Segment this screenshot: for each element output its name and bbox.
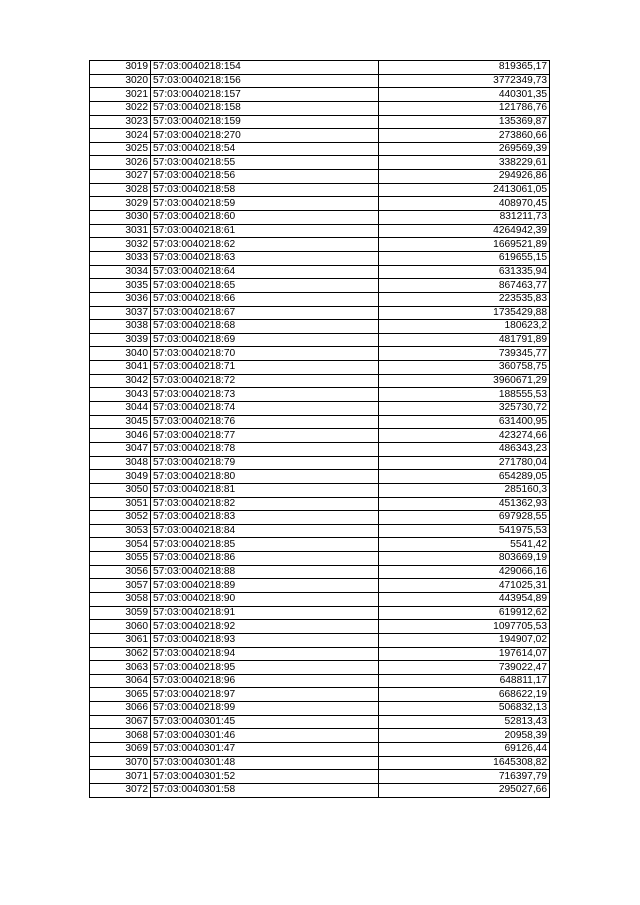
cadastral-number-cell: 57:03:0040218:76 xyxy=(151,415,379,429)
cadastral-value-cell: 831211,73 xyxy=(379,211,550,225)
table-row xyxy=(90,265,550,279)
cadastral-value-cell: 443954,89 xyxy=(379,592,550,606)
row-number-cell: 3047 xyxy=(90,442,151,456)
table-row xyxy=(90,456,550,470)
cadastral-value-cell: 486343,23 xyxy=(379,442,550,456)
table-row xyxy=(90,374,550,388)
cadastral-value-cell: 135369,87 xyxy=(379,115,550,129)
cadastral-number-cell: 57:03:0040218:61 xyxy=(151,224,379,238)
cadastral-value-cell: 194907,02 xyxy=(379,633,550,647)
cadastral-value-cell: 619912,62 xyxy=(379,606,550,620)
cadastral-number-cell: 57:03:0040218:95 xyxy=(151,661,379,675)
row-number-cell: 3019 xyxy=(90,61,151,75)
cadastral-value-table xyxy=(89,60,550,798)
cadastral-number-cell: 57:03:0040218:80 xyxy=(151,470,379,484)
cadastral-number-cell: 57:03:0040301:58 xyxy=(151,783,379,797)
cadastral-value-cell: 408970,45 xyxy=(379,197,550,211)
table-row xyxy=(90,661,550,675)
cadastral-value-cell: 867463,77 xyxy=(379,279,550,293)
cadastral-number-cell: 57:03:0040218:77 xyxy=(151,429,379,443)
cadastral-number-cell: 57:03:0040218:65 xyxy=(151,279,379,293)
table-row xyxy=(90,470,550,484)
row-number-cell: 3040 xyxy=(90,347,151,361)
row-number-cell: 3053 xyxy=(90,524,151,538)
row-number-cell: 3028 xyxy=(90,183,151,197)
row-number-cell: 3063 xyxy=(90,661,151,675)
cadastral-number-cell: 57:03:0040218:89 xyxy=(151,579,379,593)
table-row xyxy=(90,388,550,402)
row-number-cell: 3023 xyxy=(90,115,151,129)
cadastral-number-cell: 57:03:0040218:79 xyxy=(151,456,379,470)
row-number-cell: 3031 xyxy=(90,224,151,238)
table-row xyxy=(90,783,550,797)
table-row xyxy=(90,183,550,197)
cadastral-value-cell: 273860,66 xyxy=(379,129,550,143)
cadastral-value-cell: 739022,47 xyxy=(379,661,550,675)
table-row xyxy=(90,279,550,293)
row-number-cell: 3030 xyxy=(90,211,151,225)
row-number-cell: 3037 xyxy=(90,306,151,320)
cadastral-value-cell: 223535,83 xyxy=(379,292,550,306)
table-row xyxy=(90,756,550,770)
table-row xyxy=(90,524,550,538)
row-number-cell: 3057 xyxy=(90,579,151,593)
cadastral-value-cell: 1097705,53 xyxy=(379,620,550,634)
table-row xyxy=(90,333,550,347)
cadastral-number-cell: 57:03:0040218:69 xyxy=(151,333,379,347)
row-number-cell: 3059 xyxy=(90,606,151,620)
table-row xyxy=(90,552,550,566)
table-row xyxy=(90,606,550,620)
table-row xyxy=(90,129,550,143)
row-number-cell: 3034 xyxy=(90,265,151,279)
table-row xyxy=(90,402,550,416)
cadastral-number-cell: 57:03:0040218:84 xyxy=(151,524,379,538)
row-number-cell: 3065 xyxy=(90,688,151,702)
cadastral-number-cell: 57:03:0040301:52 xyxy=(151,770,379,784)
cadastral-value-cell: 631400,95 xyxy=(379,415,550,429)
cadastral-value-cell: 188555,53 xyxy=(379,388,550,402)
row-number-cell: 3043 xyxy=(90,388,151,402)
cadastral-value-cell: 819365,17 xyxy=(379,61,550,75)
table-row xyxy=(90,688,550,702)
table-row xyxy=(90,74,550,88)
table-row xyxy=(90,238,550,252)
row-number-cell: 3071 xyxy=(90,770,151,784)
cadastral-value-cell: 121786,76 xyxy=(379,101,550,115)
cadastral-number-cell: 57:03:0040218:81 xyxy=(151,483,379,497)
row-number-cell: 3020 xyxy=(90,74,151,88)
table-row xyxy=(90,579,550,593)
cadastral-number-cell: 57:03:0040218:58 xyxy=(151,183,379,197)
row-number-cell: 3050 xyxy=(90,483,151,497)
table-row xyxy=(90,251,550,265)
cadastral-value-cell: 180623,2 xyxy=(379,320,550,334)
cadastral-value-cell: 506832,13 xyxy=(379,702,550,716)
row-number-cell: 3029 xyxy=(90,197,151,211)
table-row xyxy=(90,565,550,579)
table-row xyxy=(90,197,550,211)
row-number-cell: 3052 xyxy=(90,511,151,525)
table-row xyxy=(90,511,550,525)
table-row xyxy=(90,442,550,456)
cadastral-value-cell: 69126,44 xyxy=(379,743,550,757)
row-number-cell: 3041 xyxy=(90,361,151,375)
cadastral-value-cell: 1735429,88 xyxy=(379,306,550,320)
table-row xyxy=(90,429,550,443)
cadastral-number-cell: 57:03:0040218:86 xyxy=(151,552,379,566)
cadastral-number-cell: 57:03:0040218:56 xyxy=(151,170,379,184)
cadastral-value-cell: 471025,31 xyxy=(379,579,550,593)
cadastral-value-cell: 619655,15 xyxy=(379,251,550,265)
table-row xyxy=(90,156,550,170)
table-row xyxy=(90,702,550,716)
row-number-cell: 3048 xyxy=(90,456,151,470)
table-row xyxy=(90,142,550,156)
cadastral-value-cell: 739345,77 xyxy=(379,347,550,361)
cadastral-number-cell: 57:03:0040218:72 xyxy=(151,374,379,388)
row-number-cell: 3056 xyxy=(90,565,151,579)
cadastral-number-cell: 57:03:0040218:64 xyxy=(151,265,379,279)
table-row xyxy=(90,674,550,688)
row-number-cell: 3025 xyxy=(90,142,151,156)
cadastral-number-cell: 57:03:0040301:48 xyxy=(151,756,379,770)
table-row xyxy=(90,497,550,511)
row-number-cell: 3024 xyxy=(90,129,151,143)
row-number-cell: 3046 xyxy=(90,429,151,443)
row-number-cell: 3049 xyxy=(90,470,151,484)
row-number-cell: 3042 xyxy=(90,374,151,388)
table-row xyxy=(90,592,550,606)
row-number-cell: 3032 xyxy=(90,238,151,252)
cadastral-number-cell: 57:03:0040218:156 xyxy=(151,74,379,88)
row-number-cell: 3044 xyxy=(90,402,151,416)
cadastral-value-cell: 440301,35 xyxy=(379,88,550,102)
cadastral-value-cell: 338229,61 xyxy=(379,156,550,170)
cadastral-number-cell: 57:03:0040218:74 xyxy=(151,402,379,416)
table-row xyxy=(90,743,550,757)
row-number-cell: 3026 xyxy=(90,156,151,170)
row-number-cell: 3069 xyxy=(90,743,151,757)
row-number-cell: 3054 xyxy=(90,538,151,552)
row-number-cell: 3070 xyxy=(90,756,151,770)
cadastral-value-cell: 5541,42 xyxy=(379,538,550,552)
row-number-cell: 3036 xyxy=(90,292,151,306)
cadastral-number-cell: 57:03:0040218:73 xyxy=(151,388,379,402)
row-number-cell: 3027 xyxy=(90,170,151,184)
table-row xyxy=(90,115,550,129)
cadastral-number-cell: 57:03:0040218:55 xyxy=(151,156,379,170)
cadastral-value-cell: 631335,94 xyxy=(379,265,550,279)
cadastral-value-cell: 1669521,89 xyxy=(379,238,550,252)
cadastral-value-cell: 52813,43 xyxy=(379,715,550,729)
table-row xyxy=(90,647,550,661)
cadastral-value-cell: 697928,55 xyxy=(379,511,550,525)
cadastral-value-cell: 654289,05 xyxy=(379,470,550,484)
cadastral-number-cell: 57:03:0040218:93 xyxy=(151,633,379,647)
cadastral-number-cell: 57:03:0040301:47 xyxy=(151,743,379,757)
cadastral-value-cell: 3960671,29 xyxy=(379,374,550,388)
table-row xyxy=(90,61,550,75)
table-row xyxy=(90,88,550,102)
cadastral-value-cell: 197614,07 xyxy=(379,647,550,661)
cadastral-number-cell: 57:03:0040218:66 xyxy=(151,292,379,306)
row-number-cell: 3055 xyxy=(90,552,151,566)
cadastral-number-cell: 57:03:0040218:94 xyxy=(151,647,379,661)
cadastral-value-cell: 541975,53 xyxy=(379,524,550,538)
table-row xyxy=(90,292,550,306)
cadastral-value-cell: 3772349,73 xyxy=(379,74,550,88)
cadastral-number-cell: 57:03:0040218:83 xyxy=(151,511,379,525)
cadastral-value-cell: 423274,66 xyxy=(379,429,550,443)
cadastral-value-cell: 1645308,82 xyxy=(379,756,550,770)
cadastral-value-cell: 668622,19 xyxy=(379,688,550,702)
cadastral-number-cell: 57:03:0040218:54 xyxy=(151,142,379,156)
row-number-cell: 3039 xyxy=(90,333,151,347)
cadastral-value-cell: 481791,89 xyxy=(379,333,550,347)
cadastral-number-cell: 57:03:0040218:60 xyxy=(151,211,379,225)
table-row xyxy=(90,101,550,115)
cadastral-value-cell: 360758,75 xyxy=(379,361,550,375)
row-number-cell: 3035 xyxy=(90,279,151,293)
table-row xyxy=(90,306,550,320)
cadastral-value-cell: 20958,39 xyxy=(379,729,550,743)
table-row xyxy=(90,715,550,729)
table-row xyxy=(90,347,550,361)
cadastral-number-cell: 57:03:0040218:67 xyxy=(151,306,379,320)
cadastral-number-cell: 57:03:0040218:154 xyxy=(151,61,379,75)
table-row xyxy=(90,633,550,647)
cadastral-number-cell: 57:03:0040218:70 xyxy=(151,347,379,361)
cadastral-value-cell: 271780,04 xyxy=(379,456,550,470)
cadastral-number-cell: 57:03:0040218:92 xyxy=(151,620,379,634)
table-row xyxy=(90,224,550,238)
row-number-cell: 3021 xyxy=(90,88,151,102)
row-number-cell: 3033 xyxy=(90,251,151,265)
cadastral-number-cell: 57:03:0040218:63 xyxy=(151,251,379,265)
cadastral-number-cell: 57:03:0040218:270 xyxy=(151,129,379,143)
table-row xyxy=(90,361,550,375)
cadastral-number-cell: 57:03:0040218:59 xyxy=(151,197,379,211)
cadastral-number-cell: 57:03:0040218:62 xyxy=(151,238,379,252)
table-row xyxy=(90,620,550,634)
cadastral-number-cell: 57:03:0040218:68 xyxy=(151,320,379,334)
row-number-cell: 3064 xyxy=(90,674,151,688)
cadastral-value-cell: 648811,17 xyxy=(379,674,550,688)
cadastral-value-cell: 295027,66 xyxy=(379,783,550,797)
table-row xyxy=(90,538,550,552)
row-number-cell: 3058 xyxy=(90,592,151,606)
cadastral-number-cell: 57:03:0040218:78 xyxy=(151,442,379,456)
cadastral-number-cell: 57:03:0040218:99 xyxy=(151,702,379,716)
cadastral-value-cell: 294926,86 xyxy=(379,170,550,184)
cadastral-number-cell: 57:03:0040218:71 xyxy=(151,361,379,375)
cadastral-value-cell: 716397,79 xyxy=(379,770,550,784)
table-row xyxy=(90,770,550,784)
row-number-cell: 3022 xyxy=(90,101,151,115)
table-row xyxy=(90,320,550,334)
cadastral-value-cell: 325730,72 xyxy=(379,402,550,416)
cadastral-value-cell: 451362,93 xyxy=(379,497,550,511)
row-number-cell: 3062 xyxy=(90,647,151,661)
cadastral-number-cell: 57:03:0040301:45 xyxy=(151,715,379,729)
table-row xyxy=(90,483,550,497)
cadastral-number-cell: 57:03:0040218:97 xyxy=(151,688,379,702)
row-number-cell: 3045 xyxy=(90,415,151,429)
cadastral-number-cell: 57:03:0040218:90 xyxy=(151,592,379,606)
table-row xyxy=(90,170,550,184)
cadastral-value-cell: 2413061,05 xyxy=(379,183,550,197)
row-number-cell: 3067 xyxy=(90,715,151,729)
cadastral-number-cell: 57:03:0040218:82 xyxy=(151,497,379,511)
cadastral-value-cell: 429066,16 xyxy=(379,565,550,579)
table-row xyxy=(90,729,550,743)
row-number-cell: 3068 xyxy=(90,729,151,743)
cadastral-number-cell: 57:03:0040218:96 xyxy=(151,674,379,688)
cadastral-number-cell: 57:03:0040218:85 xyxy=(151,538,379,552)
table-row xyxy=(90,211,550,225)
cadastral-number-cell: 57:03:0040218:158 xyxy=(151,101,379,115)
cadastral-number-cell: 57:03:0040218:159 xyxy=(151,115,379,129)
row-number-cell: 3051 xyxy=(90,497,151,511)
cadastral-number-cell: 57:03:0040218:88 xyxy=(151,565,379,579)
cadastral-value-cell: 269569,39 xyxy=(379,142,550,156)
cadastral-number-cell: 57:03:0040301:46 xyxy=(151,729,379,743)
table-row xyxy=(90,415,550,429)
cadastral-value-cell: 4264942,39 xyxy=(379,224,550,238)
row-number-cell: 3060 xyxy=(90,620,151,634)
row-number-cell: 3072 xyxy=(90,783,151,797)
row-number-cell: 3066 xyxy=(90,702,151,716)
cadastral-number-cell: 57:03:0040218:157 xyxy=(151,88,379,102)
row-number-cell: 3038 xyxy=(90,320,151,334)
cadastral-value-cell: 803669,19 xyxy=(379,552,550,566)
table-body xyxy=(90,61,550,798)
row-number-cell: 3061 xyxy=(90,633,151,647)
cadastral-value-cell: 285160,3 xyxy=(379,483,550,497)
cadastral-number-cell: 57:03:0040218:91 xyxy=(151,606,379,620)
